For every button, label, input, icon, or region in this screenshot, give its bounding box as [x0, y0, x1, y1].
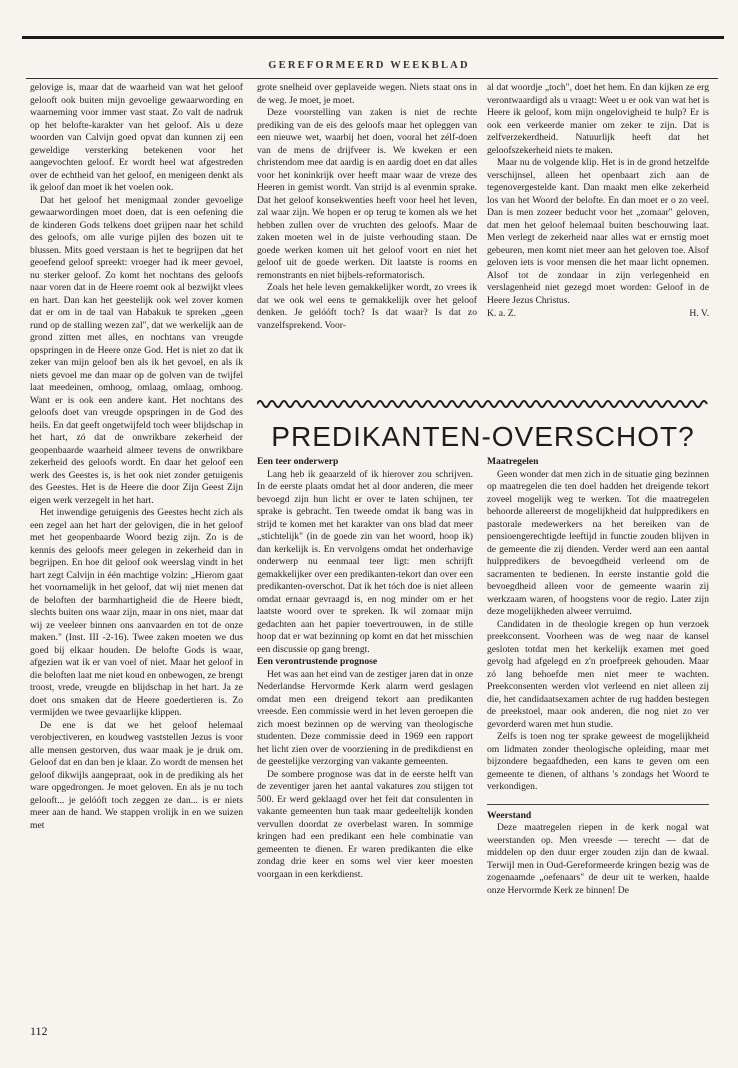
- header-rule: [26, 78, 718, 79]
- column-2: [257, 82, 477, 390]
- paragraph: grote snelheid over geplaveide wegen. Niets staat ons in de weg. Je moet, je moet.: [257, 82, 477, 106]
- paragraph: Het inwendige getuigenis des Geestes hecht zich als een zegel aan het hart der gelovigen, die in het geloof met het geopenbaarde Woord bezig zijn. Zo is de kennis des geloofs meer gelegen in zekerheid dan in begrijpen. En hoe dit geloof ook weerslag vindt in het hart zegt Calvijn in één machtige volzin: „Hierom gaat het voornamelijk in het geloof, dat wij niet menen dat de beloften der barmhartigheid die de Heere biedt, slechts buiten ons waar zijn, maar in ons niet, maar dat wij ze veeleer binnen ons aanvaarden en tot de onze maken." (Inst. III -2-16). Twee zaken moeten we dus goed bij elkaar houden. De belofte Gods is waar, afgezien wat ik er van voel of niet. Maar het geloof in die beloften laat me niet koud en onbewogen, ze brengt troost, vrede, vreugde en blijdschap in het hart. Ja ze doet ons smaken dat de Heere goedertieren is. Zo vermijden we twee gevaarlijke klippen.: [30, 507, 243, 718]
- article-headline: PREDIKANTEN-OVERSCHOT?: [271, 421, 695, 452]
- signature-left: K. a. Z.: [487, 308, 517, 319]
- article-column-right: [487, 456, 709, 1056]
- section-heading: Een teer onderwerp: [257, 456, 339, 467]
- section-heading: Een verontrustende prognose: [257, 656, 378, 667]
- paragraph: Geen wonder dat men zich in de situatie ging bezinnen op maatregelen die ten doel hadden het dreigende tekort zoveel mogelijk weg te werken. Tot die maatregelen behoorde allereerst de mogelijkheid dat hulppredikers en pastorale medewerkers na het bereiken van de pensioengerechtigde leeftijd in functie zouden blijven in de gemeente die zij dienden. Verder werd aan een aantal hulppredikers de bevoegdheid verleend om de sacramenten te bedienen. In eerste instantie gold die bevoegdheid alleen voor de gemeente waarin zij werkzaam waren, of hoogstens voor de regio. Later zijn deze mogelijkheden alweer verruimd.: [487, 468, 709, 617]
- column-3: [487, 82, 709, 372]
- paragraph: De ene is dat we het geloof helemaal verobjectiveren, en koudweg vaststellen Jezus is voor alle mensen gestorven, dus waar maak je je druk om. Geloof dat en dan ben je klaar. Zo wordt de mensen het geloof dikwijls aangepraat, ook in de prediking als het ware opgedrongen. Je moet geloven. En als je nu toch gelooft... je gelóóft toch zeggen ze dan... is er niets meer aan de hand. We stappen vrolijk in en we suizen met: [30, 719, 243, 831]
- page-number: 112: [30, 1024, 48, 1038]
- paragraph: Lang heb ik geaarzeld of ik hierover zou schrijven. In de eerste plaats omdat het al door anderen, die meer bevoegd zijn hun licht er over te laten schijnen, ter sprake is gebracht. Ten tweede omdat ik bang was in strijd te komen met het karakter van ons blad dat meer „stichtelijk" (in de goede zin van het woord, hoop ik) dan kerkelijk is. En vervolgens omdat het onderhavige onderwerp nu eenmaal teer ligt: men schrijft gemakkelijker over een predikanten-tekort dan over een predikanten-overschot. Dat ik het tóch doe is niet alleen omdat ernaar gevraagd is, en nog minder om er het laatste woord over te spreken. Ik wil zomaar mijn gedachten aan het papier toevertrouwen, in de stille hoop dat er wat bezinning op komt en dat het misschien een discussie op gang brengt.: [257, 468, 473, 655]
- top-rule: [22, 36, 724, 39]
- article-column-left: [257, 456, 473, 1012]
- signature-line: [487, 308, 709, 321]
- paragraph: gelovige is, maar dat de waarheid van wat het geloof gelooft ook buiten mijn gevoelige gewaarwording en waarneming voor immer vast staat. Zo valt de nadruk op het belofte-karakter van het geloof. Als u deze woorden van Calvijn goed opvat dan kunnen zij een geweldige versterking betekenen voor het aangevochten geloof. Er wordt heel wat afgestreden over de echtheid van het geloof, en menigeen denkt als ik geloof dan moet ik het voelen ook.: [30, 82, 243, 193]
- paragraph: Maar nu de volgende klip. Het is in de grond hetzelfde verschijnsel, alleen het openbaart zich aan de tegenovergestelde kant. Dan maakt men elke zekerheid los van het Woord der belofte. En dan moet er o zo veel. Dan is men zozeer beducht voor het „zomaar" geloven, dat men het geloof helemaal buiten beschouwing laat. Men verlegt de zekerheid naar alles wat er ernstig moet gebeuren, men komt niet meer aan het geloven toe. Alsof geloven iets is voor mensen die het maar licht opnemen. Alsof tot de zondaar in zijn verlegenheid en verslagenheid niet gezegd moet worden: Geloof in de Heere Jezus Christus.: [487, 157, 709, 306]
- paragraph: Deze voorstelling van zaken is niet de rechte prediking van de eis des geloofs maar het opleggen van een nieuwe wet, waarbij het doen, vooral het zélf-doen van de mens de drijfveer is. We kweken er een christendom mee dat aardig is en aardig doet en dat alles voor het koninkrijk over heeft maar waar de vreze des Heeren in gemist wordt. Van strijd is al evenmin sprake. Dat het geloof konsekwenties heeft voor heel het leven, zal waar zijn. We hopen er op terug te komen als we het hebben zullen over de vruchten des geloofs. Maar de zaken moeten wel in de juiste verhouding staan. De goede werken komen uit het geloof voort en niet het geloof uit de goede werken. Dit laatste is rooms en remonstrants en niet bijbels-reformatorisch.: [257, 107, 477, 281]
- section-heading: Maatregelen: [487, 456, 539, 467]
- signature-right: H. V.: [689, 308, 709, 319]
- masthead: GEREFORMEERD WEEKBLAD: [268, 60, 470, 71]
- column-1: [30, 82, 243, 1020]
- paragraph: Zelfs is toen nog ter sprake geweest de mogelijkheid om lidmaten zonder theologische opleiding, maar met bijzondere begaafdheden, een kans te geven om een gemeente te dienen, of althans 's zondags het Woord te verkondigen.: [487, 731, 709, 792]
- paragraph: Het was aan het eind van de zestiger jaren dat in onze Nederlandse Hervormde Kerk alarm werd geslagen omdat men een dreigend tekort aan predikanten vreesde. Een commissie werd in het leven geroepen die zich moest bezinnen op de werving van theologische studenten. Deze commissie deed in 1969 een rapport het licht zien over de voorziening in de predikdienst en de geestelijke verzorging van vakante gemeenten.: [257, 668, 473, 767]
- section-heading: Weerstand: [487, 804, 709, 823]
- wavy-divider: [257, 396, 709, 412]
- paragraph: al dat woordje „toch", doet het hem. En dan kijken ze erg verontwaardigd als u vraagt: Weet u er ook van wat het is Heere ik geloof, kom mijn ongelovigheid te hulp? Er is ook een verkeerde manier om zeker te zijn. Dat is zelfverzekerdheid. Natuurlijk heeft dat het geloofszekerheid niets te maken.: [487, 82, 709, 156]
- paragraph: Deze maatregelen riepen in de kerk nogal wat weerstanden op. Men vreesde — terecht — dat de middelen op den duur erger zouden zijn dan de kwaal. Terwijl men in Oud-Gereformeerde kringen bezig was de zogenaamde „oefenaars" de deur uit te werken, haalde onze Hervormde Kerk ze binnen! De: [487, 822, 709, 896]
- paragraph: Zoals het hele leven gemakkelijker wordt, zo vrees ik dat we ook wel eens te gemakkelijk over het geloof denken. Je gelóóft toch? Is dat waar? Is dat zo vanzelfsprekend. Voor-: [257, 282, 477, 331]
- paragraph: Candidaten in de theologie kregen op hun verzoek preekconsent. Voorheen was de weg naar de kansel gesloten totdat men het kerkelijk examen met goed gevolg had afgelegd en z'n proefpreek gehouden. Maar zó lang behoefde men niet meer te wachten. Preekconsenten werden vlot verleend en niet alleen zij die, het candidaatsexamen achter de rug hadden bestegen de preekstoel, maar ook anderen, die nog niet zo ver gevorderd waren met hun studie.: [487, 618, 709, 730]
- paragraph: De sombere prognose was dat in de eerste helft van de zeventiger jaren het aantal vakatures zou stijgen tot 500. Er werd geklaagd over het feit dat consulenten in vakante gemeenten hun taak maar gedeeltelijk konden vervullen doordat ze overbelast waren. In sommige kringen had een predikant een hele combinatie van gemeenten te dienen. Er waren predikanten die elke zondag drie keer en soms wel vier keer moesten voorgaan in een kerkdienst.: [257, 768, 473, 880]
- paragraph: Dat het geloof het menigmaal zonder gevoelige gewaarwordingen moet doen, dat is een oefening die de kinderen Gods telkens doet grijpen naar het schild des geloofs, om alle vurige pijlen des bozen uit te blussen. Mits goed verstaan is het te begrijpen dat het geoefend geloof spreekt: vroeger had ik meer gevoel, nu sterker geloof. Zo komt het nochtans des geloofs naar voren dat in de Heere roemt ook al bezwijkt vlees en hart. Dan kan het geestelijk ook wel zover komen dat er om in de taal van Habakuk te spreken „geen rund op de stalling wezen zal", dat we werkelijk aan de grond zitten met alles, en nochtans van vreugde opspringen in de Heere onze God. Het is niet zo dat ik zeker van mijn geloof ben als ik het gevoel, en als ik niets gevoel me dan maar op de golven van de twijfel laat meedeinen, omhoog, omlaag, omlaag, omhoog. Want er is ook een andere kant. Het nochtans des geloofs doet van vreugde opspringen in de God des heils. En dat geeft ongetwijfeld toch weer blijdschap in het hart, zó dat de onwrikbare zekerheid der geopenbaarde waarheid almeer tevens de onwrikbare zekerheid des geloofs wordt. En daar het geloof een werk des Geestes is, is het ook niet zonder getuigenis des Geestes. Het is de Heere die door Zijn Geest Zijn eigen werk verzegelt in het hart.: [30, 194, 243, 506]
